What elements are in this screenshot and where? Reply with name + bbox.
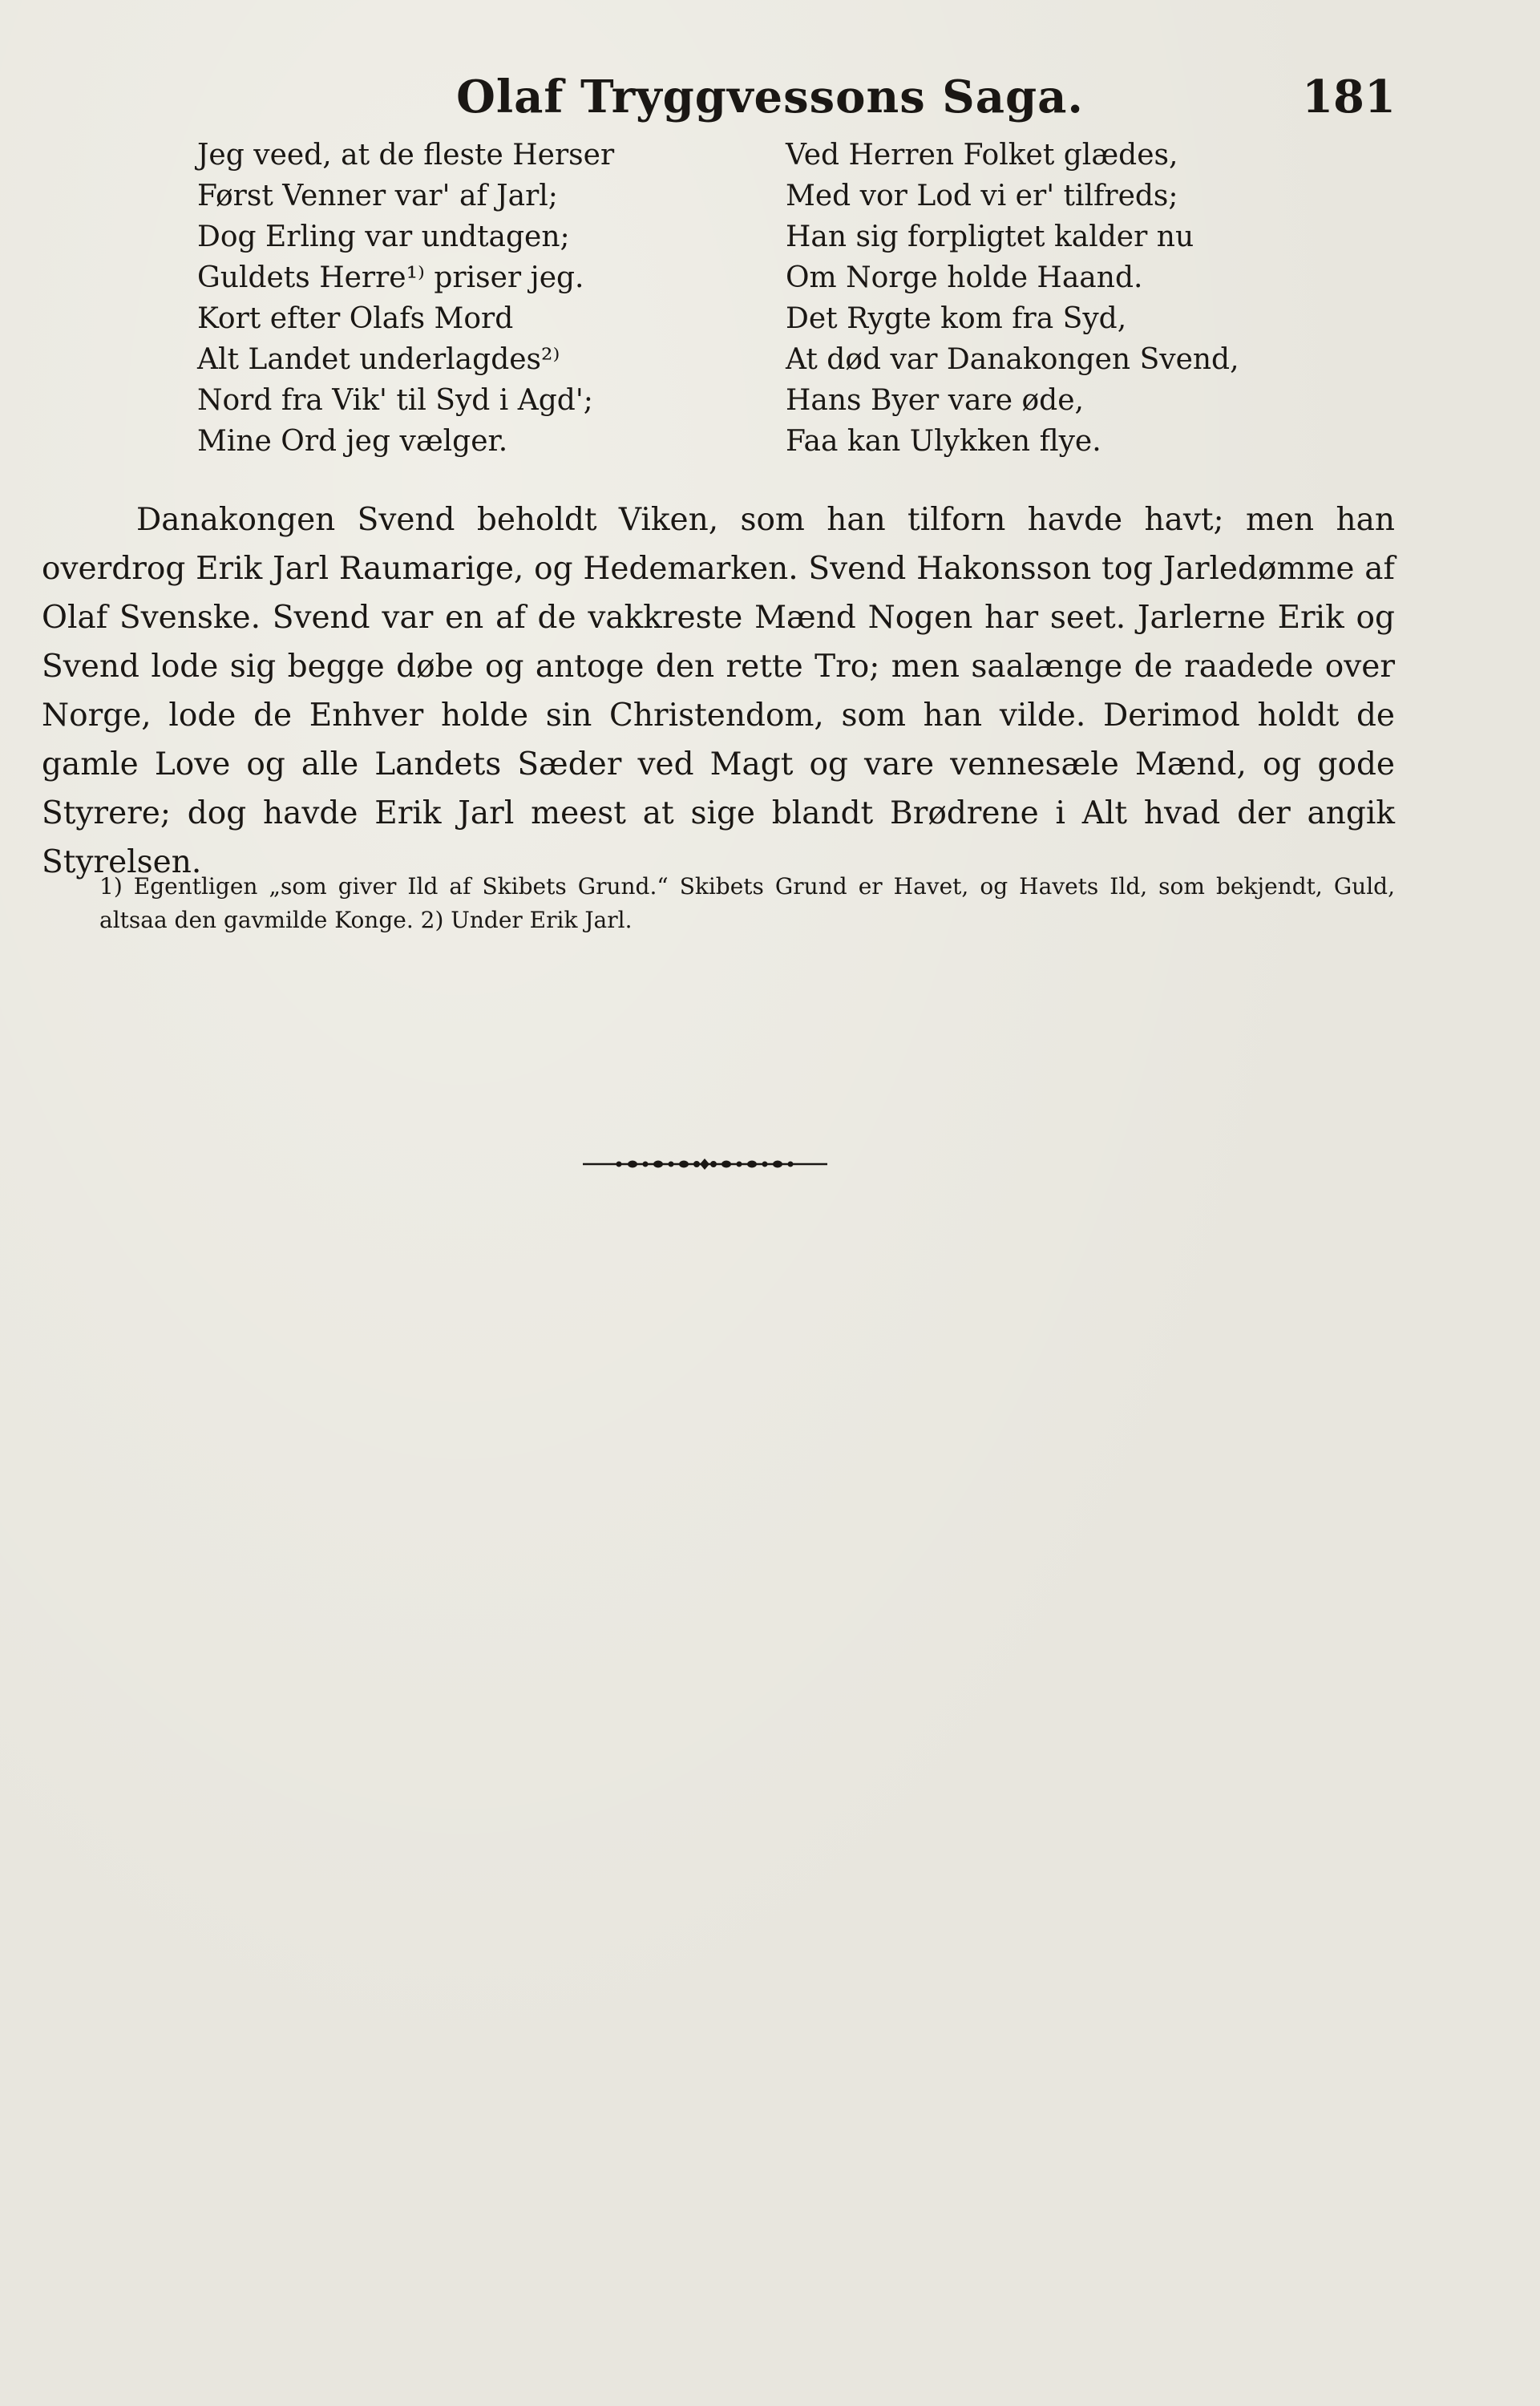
footnotes: 1) Egentligen „som giver Ild af Skibets Grund.“ Skibets Grund er Havet, og Havets Ild, som bekjendt, Guld, altsaa den gavmilde Konge. 2) Under Erik Jarl.	[99, 873, 1395, 933]
verse-line: Han sig forpligtet kalder nu	[786, 220, 1194, 253]
verse-column-left	[197, 135, 614, 462]
verse-line: Kort efter Olafs Mord	[197, 302, 514, 335]
verse-line: Først Venner var' af Jarl;	[197, 180, 558, 212]
verse-line: Jeg veed, at de fleste Herser	[197, 139, 615, 172]
verse-line: Nord fra Vik' til Syd i Agd';	[197, 384, 593, 417]
verse-line: Mine Ord jeg vælger.	[197, 425, 508, 458]
verse-line: Dog Erling var undtagen;	[197, 220, 570, 253]
body-paragraph: Danakongen Svend beholdt Viken, som han tilforn havde havt; men han overdrog Erik Jarl Raumarige, og Hedemarken. Svend Hakonsson tog Jarledømme af Olaf Svenske. Svend var en af de vakkreste Mænd Nogen har seet. Jarlerne Erik og Svend lode sig begge døbe og antoge den rette Tro; men saalænge de raadede over Norge, lode de Enhver holde sin Christendom, som han vilde. Derimod holdt de gamle Love og alle Landets Sæder ved Magt og vare vennesæle Mænd, og gode Styrere; dog havde Erik Jarl meest at sige blandt Brødrene i Alt hvad der angik Styrelsen.	[42, 502, 1395, 880]
verse-line: Det Rygte kom fra Syd,	[786, 302, 1127, 335]
verse-line: Om Norge holde Haand.	[786, 261, 1143, 294]
verse-line: At død var Danakongen Svend,	[786, 343, 1239, 376]
decorative-rule-icon	[583, 1154, 827, 1174]
verse-line: Faa kan Ulykken flye.	[786, 425, 1101, 458]
page-number: 181	[1302, 71, 1396, 123]
verse-line: Med vor Lod vi er' tilfreds;	[786, 180, 1178, 212]
running-title: Olaf Tryggvessons Saga.	[456, 71, 1084, 123]
verse-column-right	[786, 135, 1239, 462]
verse-line: Alt Landet underlagdes²⁾	[197, 343, 560, 376]
verse-line: Hans Byer vare øde,	[786, 384, 1084, 417]
verse-line: Guldets Herre¹⁾ priser jeg.	[197, 261, 584, 294]
verse-line: Ved Herren Folket glædes,	[786, 139, 1178, 172]
